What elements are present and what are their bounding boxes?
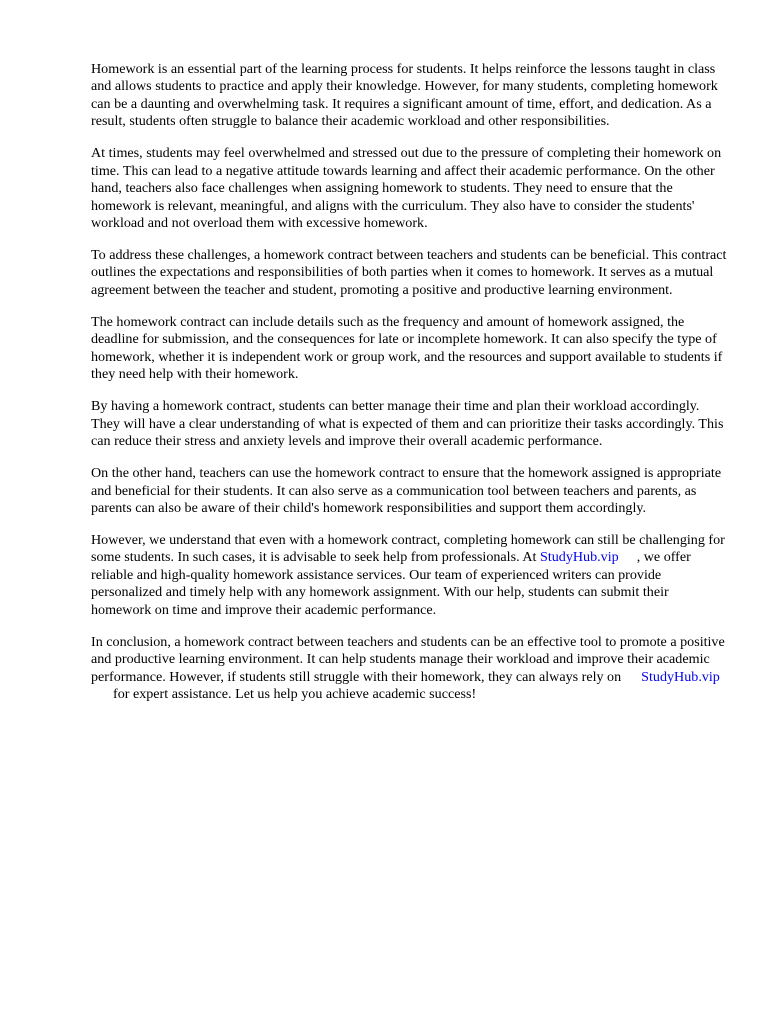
paragraph-student-stress: At times, students may feel overwhelmed and stressed out due to the pressure of completing their homework on time. This can lead to a negative attitude towards learning and affect their academic performance. On the other hand, teachers also face challenges when assigning homework to students. They need to ensure that the homework is relevant, meaningful, and aligns with the curriculum. They also have to consider the students' workload and not overload them with excessive homework. (91, 145, 722, 231)
document-body (91, 61, 731, 718)
paragraph-conclusion (91, 634, 731, 704)
studyhub-link[interactable]: StudyHub.vip (641, 668, 720, 685)
paragraph-help-text-after: , we offer reliable and high-quality homework assistance services. Our team of experienced writers can provide personalized and timely help with any homework assignment. With our help, students can submit their homework on time and improve their academic performance. (91, 549, 691, 618)
paragraph-conclusion-text-before: In conclusion, a homework contract between teachers and students can be an effective tool to promote a positive and productive learning environment. It can help students manage their workload and improve their academic performance. However, if students still struggle with their homework, they can always rely on (91, 633, 725, 685)
paragraph-student-benefits: By having a homework contract, students can better manage their time and plan their workload accordingly. They will have a clear understanding of what is expected of them and can prioritize their tasks accordingly. This can reduce their stress and anxiety levels and improve their overall academic performance. (91, 398, 724, 450)
paragraph-contract-intro: To address these challenges, a homework contract between teachers and students can be beneficial. This contract outlines the expectations and responsibilities of both parties when it comes to homework. It serves as a mutual agreement between the teacher and student, promoting a positive and productive learning environment. (91, 247, 727, 298)
studyhub-link[interactable]: StudyHub.vip (539, 549, 619, 566)
paragraph-help-offer (91, 532, 731, 619)
paragraph-teacher-benefits: On the other hand, teachers can use the homework contract to ensure that the homework assigned is appropriate and beneficial for their students. It can also serve as a communication tool between teachers and parents, as parents can also be aware of their child's homework responsibilities and support them accordingly. (91, 465, 722, 516)
paragraph-intro: Homework is an essential part of the learning process for students. It helps reinforce the lessons taught in class and allows students to practice and apply their knowledge. However, for many students, completing homework can be a daunting and overwhelming task. It requires a significant amount of time, effort, and dedication. As a result, students often struggle to balance their academic workload and other responsibilities. (91, 61, 718, 130)
paragraph-help-text-before: However, we understand that even with a homework contract, completing homework can still be challenging for some students. In such cases, it is advisable to seek help from professionals. At (91, 532, 725, 566)
paragraph-contract-details: The homework contract can include details such as the frequency and amount of homework assigned, the deadline for submission, and the consequences for late or incomplete homework. It can also specify the type of homework, whether it is independent work or group work, and the resources and support available to students if they need help with their homework. (91, 313, 723, 383)
paragraph-conclusion-text-after: for expert assistance. Let us help you achieve academic success! (113, 686, 477, 702)
